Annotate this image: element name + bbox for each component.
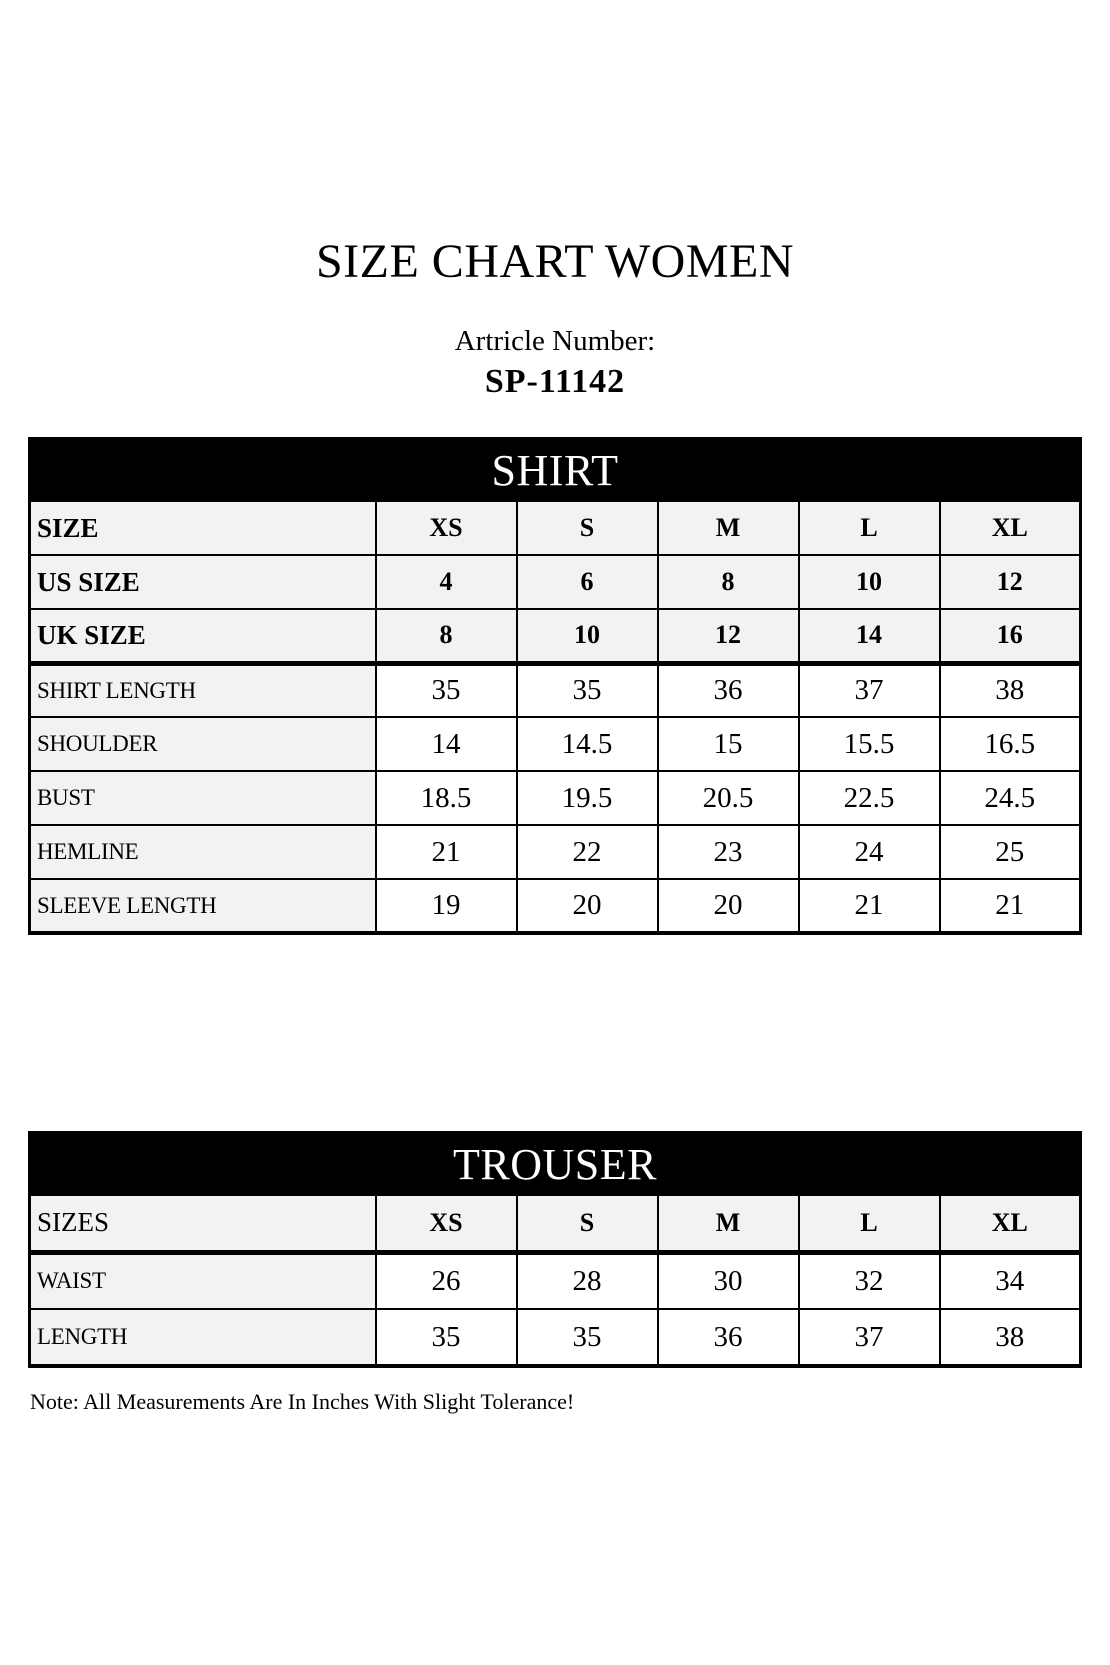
value-cell: 35 xyxy=(376,663,517,717)
value-cell: 22 xyxy=(517,825,658,879)
row-label: LENGTH xyxy=(30,1309,376,1366)
value-cell: 32 xyxy=(799,1252,940,1309)
trouser-table-title-row xyxy=(30,1133,1081,1196)
shirt-table-head xyxy=(30,439,1081,502)
value-cell: 10 xyxy=(517,609,658,663)
value-cell: 8 xyxy=(658,555,799,609)
row-label: SLEEVE LENGTH xyxy=(30,879,376,933)
shirt-size-rows xyxy=(30,501,1081,663)
value-cell: 21 xyxy=(376,825,517,879)
value-cell: 24 xyxy=(799,825,940,879)
row-label: BUST xyxy=(30,771,376,825)
value-cell: 21 xyxy=(799,879,940,933)
shirt-table-title: SHIRT xyxy=(30,439,1081,502)
trouser-size-table xyxy=(28,1131,1082,1368)
shirt-table-title-row xyxy=(30,439,1081,502)
shirt-measure-rows xyxy=(30,663,1081,933)
value-cell: 36 xyxy=(658,1309,799,1366)
value-cell: 28 xyxy=(517,1252,658,1309)
value-cell: XL xyxy=(940,501,1081,555)
value-cell: 34 xyxy=(940,1252,1081,1309)
row-label: UK SIZE xyxy=(30,609,376,663)
article-number-value: SP-11142 xyxy=(484,363,626,400)
table-row xyxy=(30,555,1081,609)
value-cell: 10 xyxy=(799,555,940,609)
row-label: SIZE xyxy=(30,501,376,555)
value-cell: 26 xyxy=(376,1252,517,1309)
value-cell: 14 xyxy=(376,717,517,771)
value-cell: L xyxy=(799,1195,940,1252)
table-row xyxy=(30,879,1081,933)
value-cell: 12 xyxy=(940,555,1081,609)
row-label: HEMLINE xyxy=(30,825,376,879)
value-cell: M xyxy=(658,1195,799,1252)
value-cell: 35 xyxy=(376,1309,517,1366)
value-cell: 4 xyxy=(376,555,517,609)
row-label: US SIZE xyxy=(30,555,376,609)
value-cell: M xyxy=(658,501,799,555)
value-cell: 23 xyxy=(658,825,799,879)
row-label: SHIRT LENGTH xyxy=(30,663,376,717)
value-cell: 18.5 xyxy=(376,771,517,825)
value-cell: 35 xyxy=(517,663,658,717)
trouser-table-title: TROUSER xyxy=(30,1133,1081,1196)
article-number-label: Artricle Number: xyxy=(454,325,656,357)
row-label: SIZES xyxy=(30,1195,376,1252)
value-cell: 12 xyxy=(658,609,799,663)
table-row xyxy=(30,1309,1081,1366)
value-cell: 19.5 xyxy=(517,771,658,825)
table-row xyxy=(30,771,1081,825)
value-cell: 36 xyxy=(658,663,799,717)
table-row xyxy=(30,717,1081,771)
table-row xyxy=(30,501,1081,555)
table-row xyxy=(30,609,1081,663)
table-row xyxy=(30,663,1081,717)
value-cell: 20 xyxy=(517,879,658,933)
value-cell: L xyxy=(799,501,940,555)
table-row xyxy=(30,825,1081,879)
value-cell: 16 xyxy=(940,609,1081,663)
row-label: WAIST xyxy=(30,1252,376,1309)
value-cell: 35 xyxy=(517,1309,658,1366)
value-cell: 14.5 xyxy=(517,717,658,771)
value-cell: XL xyxy=(940,1195,1081,1252)
value-cell: 38 xyxy=(940,1309,1081,1366)
value-cell: 14 xyxy=(799,609,940,663)
value-cell: 15.5 xyxy=(799,717,940,771)
value-cell: 19 xyxy=(376,879,517,933)
trouser-measure-rows xyxy=(30,1252,1081,1366)
value-cell: XS xyxy=(376,501,517,555)
value-cell: 8 xyxy=(376,609,517,663)
value-cell: 37 xyxy=(799,663,940,717)
value-cell: 15 xyxy=(658,717,799,771)
table-row xyxy=(30,1252,1081,1309)
value-cell: 22.5 xyxy=(799,771,940,825)
table-row xyxy=(30,1195,1081,1252)
value-cell: 38 xyxy=(940,663,1081,717)
value-cell: 21 xyxy=(940,879,1081,933)
shirt-size-table xyxy=(28,437,1082,935)
value-cell: 37 xyxy=(799,1309,940,1366)
value-cell: XS xyxy=(376,1195,517,1252)
trouser-size-rows xyxy=(30,1195,1081,1252)
value-cell: 30 xyxy=(658,1252,799,1309)
trouser-table-head xyxy=(30,1133,1081,1196)
value-cell: 24.5 xyxy=(940,771,1081,825)
value-cell: S xyxy=(517,501,658,555)
value-cell: 16.5 xyxy=(940,717,1081,771)
value-cell: 6 xyxy=(517,555,658,609)
value-cell: 25 xyxy=(940,825,1081,879)
value-cell: 20 xyxy=(658,879,799,933)
value-cell: S xyxy=(517,1195,658,1252)
row-label: SHOULDER xyxy=(30,717,376,771)
measurement-note: Note: All Measurements Are In Inches With Slight Tolerance! xyxy=(30,1389,575,1414)
page-title: SIZE CHART WOMEN xyxy=(315,235,794,288)
value-cell: 20.5 xyxy=(658,771,799,825)
